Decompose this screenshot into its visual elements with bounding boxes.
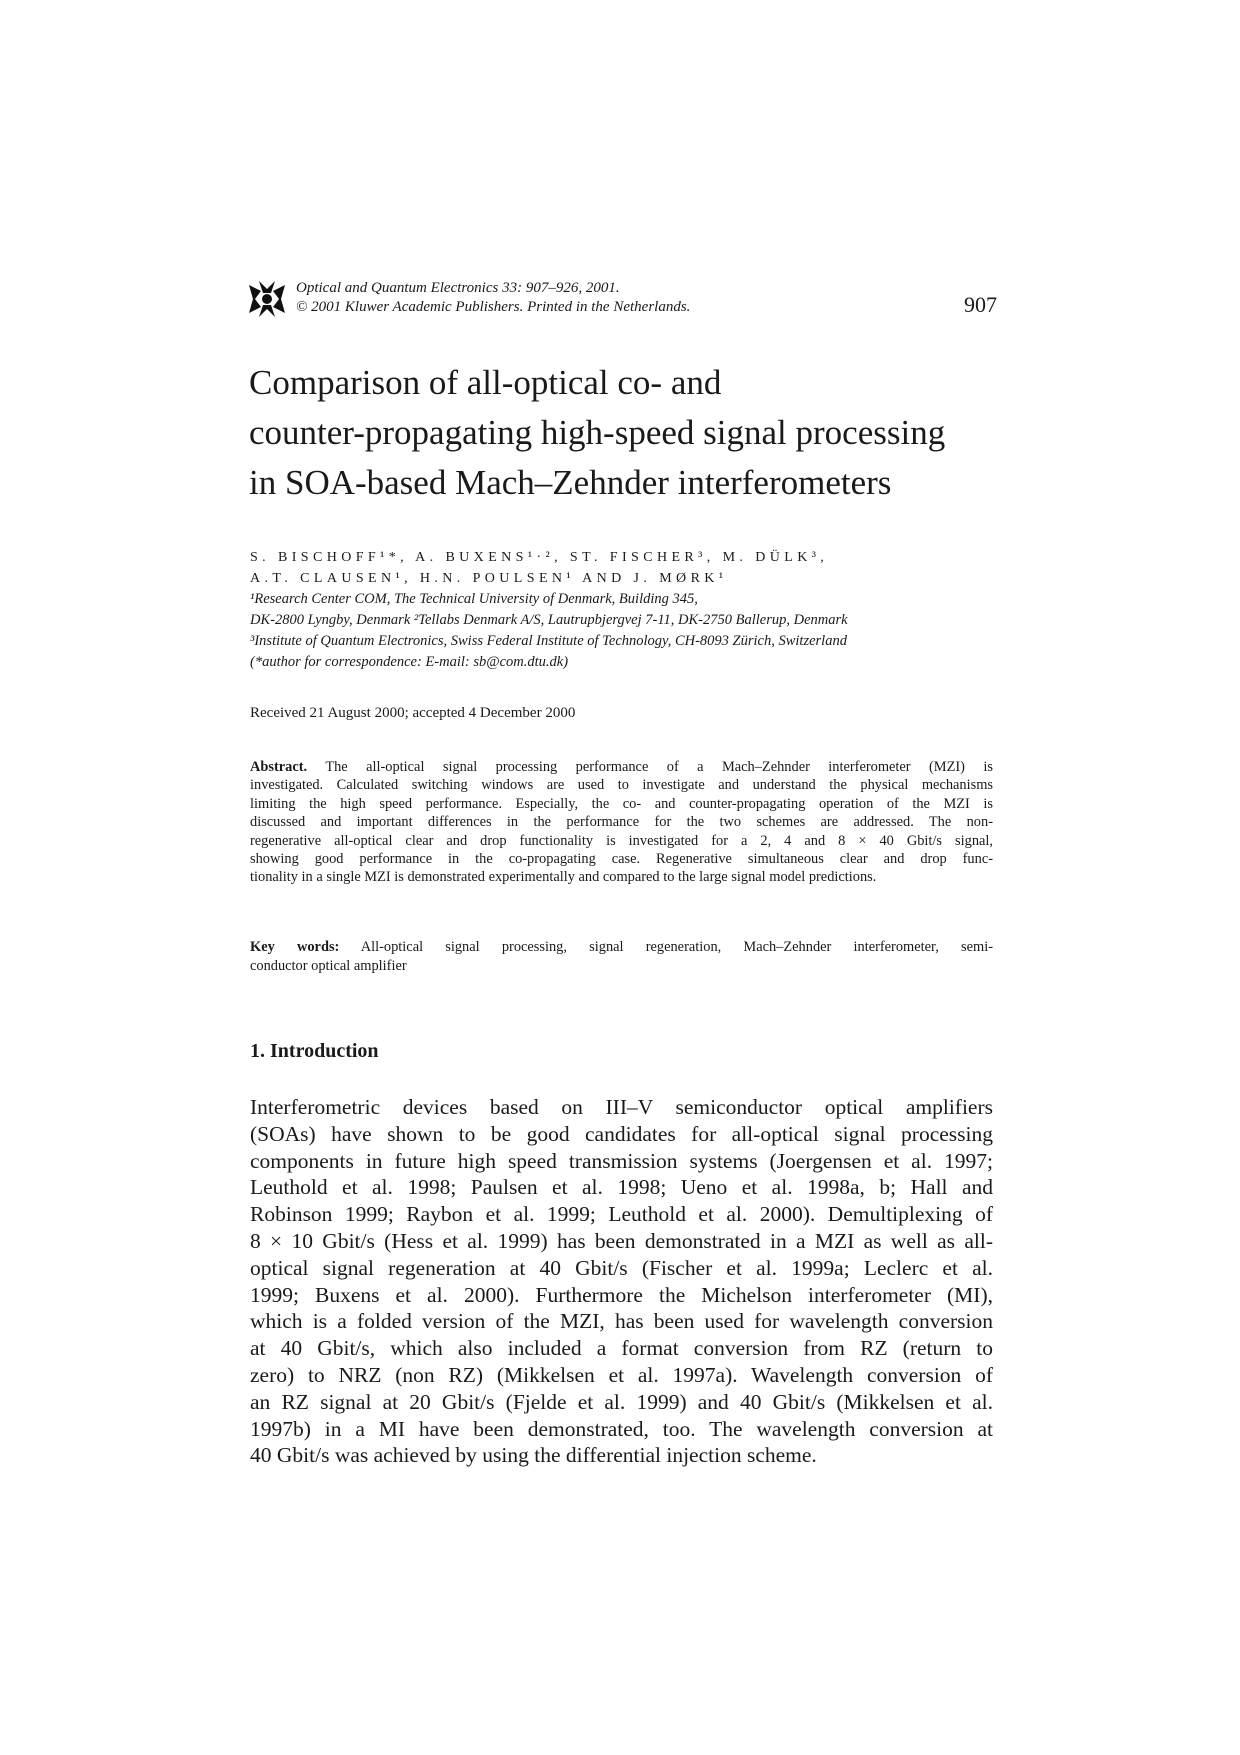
- author-line: A.T. CLAUSEN¹, H.N. POULSEN¹ AND J. MØRK¹: [250, 571, 728, 586]
- abstract: [250, 758, 993, 887]
- body-line: Leuthold et al. 1998; Paulsen et al. 1998; Ueno et al. 1998a, b; Hall and: [250, 1175, 993, 1200]
- body-line: 8 × 10 Gbit/s (Hess et al. 1999) has been demonstrated in a MZI as well as all-: [250, 1228, 993, 1253]
- keywords-line: Key words: All-optical signal processing, signal regeneration, Mach–Zehnder interferometer, semi-: [250, 939, 993, 955]
- body-line: Interferometric devices based on III–V semiconductor optical amplifiers: [250, 1095, 993, 1119]
- abstract-line: limiting the high speed performance. Especially, the co- and counter-propagating operation of the MZI is: [250, 795, 993, 812]
- body-line: optical signal regeneration at 40 Gbit/s (Fischer et al. 1999a; Leclerc et al.: [250, 1255, 993, 1280]
- received-date: Received 21 August 2000; accepted 4 December 2000: [250, 705, 576, 721]
- body-line: zero) to NRZ (non RZ) (Mikkelsen et al. 1997a). Wavelength conversion of: [250, 1362, 993, 1387]
- body-line: 1999; Buxens et al. 2000). Furthermore the Michelson interferometer (MI),: [250, 1282, 993, 1307]
- publisher-logo-icon: [247, 279, 287, 319]
- abstract-line: regenerative all-optical clear and drop functionality is investigated for a 2, 4 and 8 × 40 Gbit/s signal,: [250, 832, 993, 849]
- keywords-line: conductor optical amplifier: [250, 958, 407, 974]
- abstract-line: discussed and important differences in the performance for the two schemes are addressed. The non-: [250, 814, 993, 831]
- abstract-line: investigated. Calculated switching windows are used to investigate and understand the physical mechanisms: [250, 777, 993, 794]
- author-list: [250, 547, 828, 589]
- affiliation-line: DK-2800 Lyngby, Denmark ²Tellabs Denmark A/S, Lautrupbjergvej 7-11, DK-2750 Ballerup, Denmark: [250, 612, 848, 628]
- body-line: which is a folded version of the MZI, has been used for wavelength conversion: [250, 1309, 993, 1334]
- copyright-line: © 2001 Kluwer Academic Publishers. Printed in the Netherlands.: [296, 299, 691, 315]
- keywords: [250, 938, 993, 976]
- journal-citation: Optical and Quantum Electronics 33: 907–926, 2001.: [296, 280, 620, 296]
- introduction-body: [250, 1094, 993, 1469]
- affiliation-line: ¹Research Center COM, The Technical University of Denmark, Building 345,: [250, 591, 698, 607]
- abstract-line: showing good performance in the co-propagating case. Regenerative simultaneous clear and drop func-: [250, 851, 993, 868]
- keywords-label: Key words:: [250, 939, 340, 955]
- author-line: S. BISCHOFF¹*, A. BUXENS¹·², ST. FISCHER³, M. DÜLK³,: [250, 550, 829, 565]
- body-line: an RZ signal at 20 Gbit/s (Fjelde et al. 1999) and 40 Gbit/s (Mikkelsen et al.: [250, 1389, 993, 1414]
- body-line: (SOAs) have shown to be good candidates for all-optical signal processing: [250, 1121, 993, 1146]
- title-line: counter-propagating high-speed signal processing: [249, 413, 946, 452]
- body-line: components in future high speed transmission systems (Joergensen et al. 1997;: [250, 1148, 993, 1173]
- abstract-label: Abstract.: [250, 759, 308, 775]
- title-line: Comparison of all-optical co- and: [249, 363, 722, 402]
- abstract-line: tionality in a single MZI is demonstrated experimentally and compared to the large signal model predictions.: [250, 869, 877, 886]
- paper-title: [249, 358, 1009, 508]
- body-line: 40 Gbit/s was achieved by using the differential injection scheme.: [250, 1443, 817, 1468]
- page-number: 907: [964, 292, 997, 317]
- body-line: Robinson 1999; Raybon et al. 1999; Leuthold et al. 2000). Demultiplexing of: [250, 1202, 993, 1227]
- body-line: 1997b) in a MI have been demonstrated, too. The wavelength conversion at: [250, 1416, 993, 1441]
- title-line: in SOA-based Mach–Zehnder interferometers: [249, 463, 892, 502]
- affiliation-line: ³Institute of Quantum Electronics, Swiss Federal Institute of Technology, CH-8093 Zürich, Switzerland: [250, 633, 847, 649]
- body-line: at 40 Gbit/s, which also included a format conversion from RZ (return to: [250, 1336, 993, 1361]
- correspondence-line: (*author for correspondence: E-mail: sb@com.dtu.dk): [250, 654, 569, 670]
- abstract-line: Abstract. The all-optical signal processing performance of a Mach–Zehnder interferometer (MZI) is: [250, 759, 993, 775]
- section-heading: 1. Introduction: [250, 1040, 379, 1062]
